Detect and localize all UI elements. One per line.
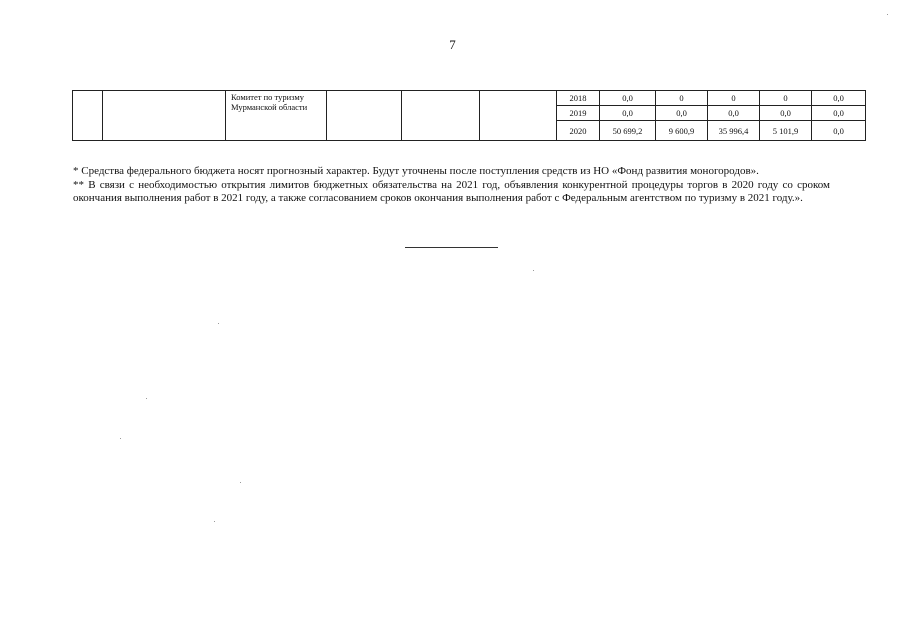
- value-cell: 0,0: [656, 106, 708, 121]
- value-cell: 5 101,9: [760, 121, 812, 141]
- value-cell: 0: [708, 91, 760, 106]
- empty-cell: [103, 91, 226, 141]
- scan-speck: [240, 482, 241, 483]
- value-cell: 50 699,2: [600, 121, 656, 141]
- scan-speck: [214, 521, 215, 522]
- budget-table: [72, 90, 866, 141]
- empty-cell: [480, 91, 557, 141]
- value-cell: 0,0: [600, 106, 656, 121]
- year-cell: 2020: [557, 121, 600, 141]
- value-cell: 0,0: [708, 106, 760, 121]
- scan-speck: [146, 398, 147, 399]
- value-cell: 35 996,4: [708, 121, 760, 141]
- value-cell: 0,0: [760, 106, 812, 121]
- empty-cell: [402, 91, 480, 141]
- scan-speck: [533, 270, 534, 271]
- scan-speck: [120, 438, 121, 439]
- value-cell: 0,0: [600, 91, 656, 106]
- table-row: [73, 91, 866, 106]
- footnote-1: * Средства федерального бюджета носят прогнозный характер. Будут уточнены после поступления средств из НО «Фонд развития моногородов».: [73, 165, 759, 177]
- value-cell: 0: [656, 91, 708, 106]
- value-cell: 9 600,9: [656, 121, 708, 141]
- footnote-2: ** В связи с необходимостью открытия лимитов бюджетных обязательства на 2021 год, объявления конкурентной процедуры торгов в 2020 году со сроком окончания выполнения работ в 2021 году, а также согласованием сроков окончания выполнения работ с Федеральным агентством по туризму в 2021 году.».: [73, 178, 830, 204]
- value-cell: 0,0: [812, 91, 866, 106]
- scan-speck: [218, 323, 219, 324]
- year-cell: 2018: [557, 91, 600, 106]
- scan-speck: [887, 14, 888, 15]
- empty-cell: [73, 91, 103, 141]
- value-cell: 0,0: [812, 106, 866, 121]
- value-cell: 0,0: [812, 121, 866, 141]
- value-cell: 0: [760, 91, 812, 106]
- empty-cell: [327, 91, 402, 141]
- page-number: 7: [449, 37, 456, 52]
- organization-cell: Комитет по туризму Мурманской области: [226, 91, 327, 141]
- footnotes: [73, 165, 830, 206]
- year-cell: 2019: [557, 106, 600, 121]
- separator-line: [405, 247, 498, 248]
